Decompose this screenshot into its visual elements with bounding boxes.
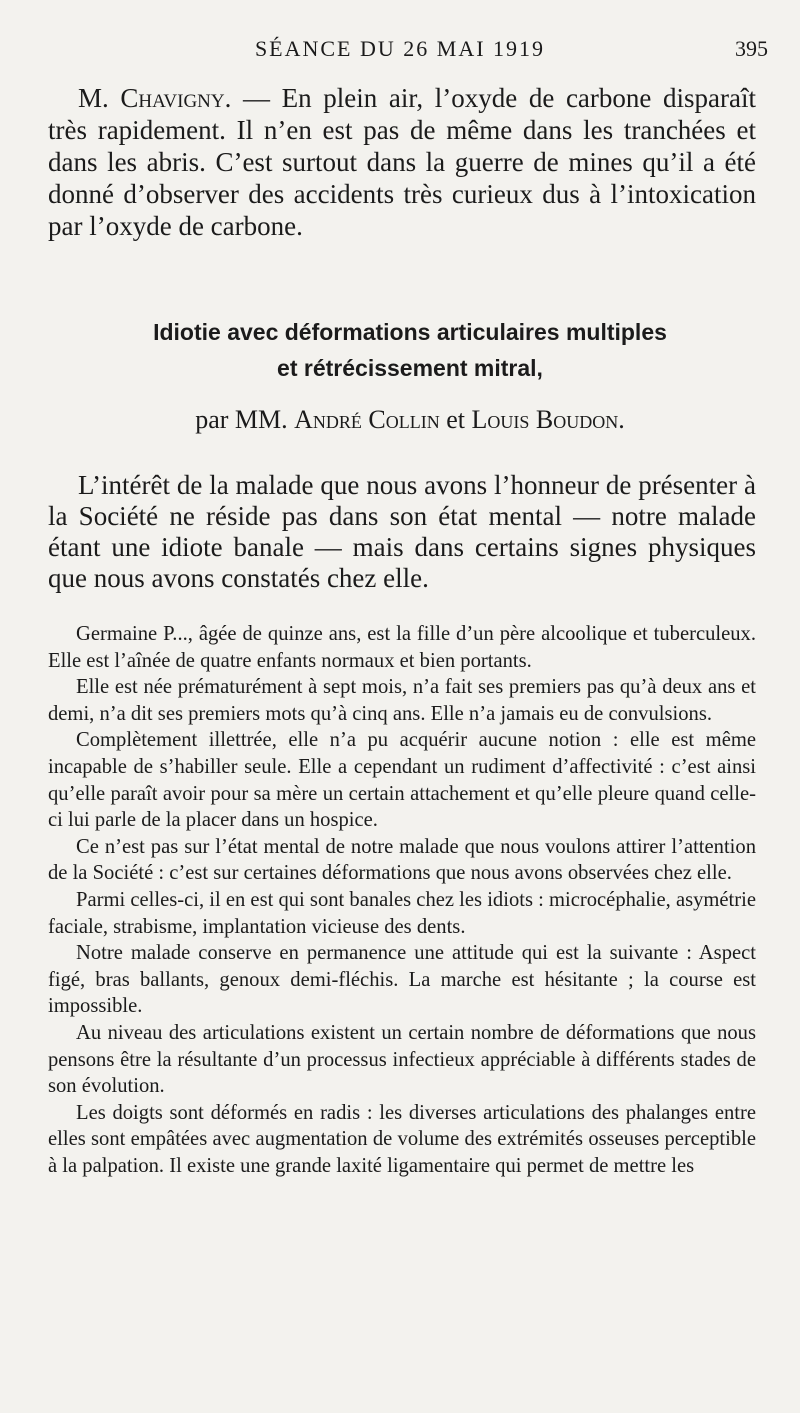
author-1: André Collin	[294, 405, 440, 434]
body-paragraph: Au niveau des articulations existent un certain nombre de déformations que nous pensons être la résultante d’un processus infectieux appréciable à différents stades de son évolution.	[48, 1021, 756, 1098]
lead-paragraph: L’intérêt de la malade que nous avons l’honneur de présenter à la Société ne réside pas dans son état mental — notre malade étant une idiote banale — mais dans certains signes physiques que nous avons constatés chez elle.	[48, 470, 756, 593]
intro-paragraph	[48, 82, 756, 242]
intro-text: — En plein air, l’oxyde de carbone disparaît très rapidement. Il n’en est pas de même dans les tranchées et dans les abris. C’est surtout dans la guerre de mines qu’il a été donné d’observer des accidents très curieux dus à l’intoxication par l’oxyde de carbone.	[48, 83, 756, 241]
running-title: SÉANCE DU 26 MAI 1919	[254, 36, 546, 61]
intro-section	[48, 82, 756, 242]
body-paragraph: Elle est née prématurément à sept mois, n’a fait ses premiers pas qu’à deux ans et demi, n’a dit ses premiers mots qu’à cinq ans. Elle n’a jamais eu de convulsions.	[48, 676, 756, 725]
title-line-2: et rétrécissement mitral,	[277, 355, 543, 381]
body-paragraph: Germaine P..., âgée de quinze ans, est la fille d’un père alcoolique et tuberculeux. Elle est l’aînée de quatre enfants normaux et bien portants.	[48, 623, 756, 672]
byline-conjunction: et	[446, 405, 466, 434]
body-paragraph: Les doigts sont déformés en radis : les diverses articulations des phalanges entre elles sont empâtées avec augmentation de volume des extrémités osseuses perceptible à la palpation. Il existe une grande laxité ligamentaire qui permet de mettre les	[48, 1101, 756, 1177]
page-number: 395	[735, 36, 768, 61]
byline-prefix: par MM.	[195, 405, 288, 434]
running-head	[0, 36, 800, 70]
speaker-name: M. Chavigny.	[78, 83, 232, 113]
case-description	[48, 621, 756, 1179]
body-paragraph: Complètement illettrée, elle n’a pu acquérir aucune notion : elle est même incapable de s’habiller seule. Elle a cependant un rudiment d’affectivité : c’est ainsi qu’elle paraît avoir pour sa mère un certain attachement et qu’elle pleure quand celle-ci lui parle de la placer dans un hospice.	[48, 729, 756, 832]
author-2: Louis Boudon.	[471, 405, 625, 434]
article-title	[60, 314, 760, 386]
title-line-1: Idiotie avec déformations articulaires multiples	[153, 319, 667, 345]
lead-section	[48, 470, 756, 594]
body-paragraph: Ce n’est pas sur l’état mental de notre malade que nous voulons attirer l’attention de la Société : c’est sur certaines déformations que nous avons observées chez elle.	[48, 835, 756, 885]
byline	[40, 405, 780, 435]
body-paragraph: Parmi celles-ci, il en est qui sont banales chez les idiots : microcéphalie, asymétrie faciale, strabisme, implantation vicieuse des dents.	[48, 888, 756, 938]
body-paragraph: Notre malade conserve en permanence une attitude qui est la suivante : Aspect figé, bras ballants, genoux demi-fléchis. La marche est hésitante ; la course est impossible.	[48, 942, 756, 1018]
